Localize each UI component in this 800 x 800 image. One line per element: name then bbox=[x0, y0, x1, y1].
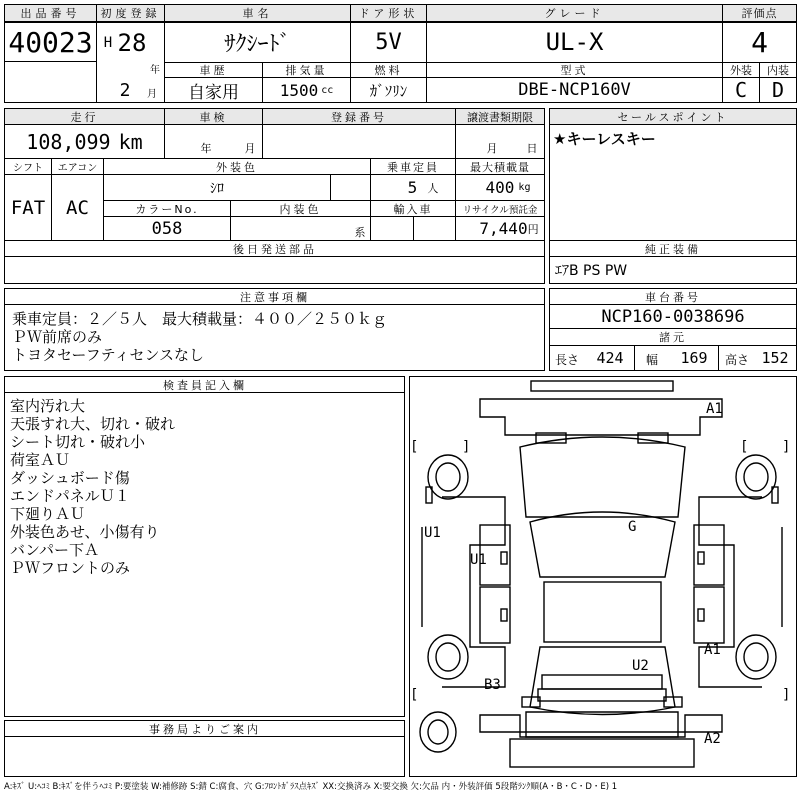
inspector-notes-label: 検査員記入欄 bbox=[163, 378, 247, 392]
door-type: 5V bbox=[375, 29, 402, 55]
max-load-value: 400 bbox=[485, 178, 515, 197]
bracket-rear-left-open: [ bbox=[410, 687, 419, 703]
spec-label: 諸元 bbox=[659, 331, 687, 344]
mark-roof: G bbox=[628, 519, 637, 535]
color-number: 058 bbox=[151, 218, 183, 239]
max-load bbox=[456, 175, 544, 200]
mark-left-door: U1 bbox=[470, 552, 487, 568]
interior-grade: D bbox=[771, 78, 785, 102]
chassis-number: NCP160-0038696 bbox=[601, 306, 745, 327]
mark-left-front: U1 bbox=[424, 525, 441, 541]
door-type-label: ドア形状 bbox=[351, 5, 426, 22]
inspection-month-unit: 月 bbox=[244, 142, 256, 155]
chassis-number-label: 車台番号 bbox=[645, 290, 701, 304]
recycle-fee bbox=[456, 217, 544, 240]
lot-number-label: 出品番号 bbox=[5, 5, 96, 22]
exterior-color: ｼﾛ bbox=[210, 180, 224, 197]
history: 自家用 bbox=[188, 82, 239, 102]
mark-rear: A2 bbox=[704, 731, 721, 747]
length-label: 長さ bbox=[554, 352, 579, 367]
mileage-value: 108,099 bbox=[26, 129, 111, 154]
bracket-front-left-close: ] bbox=[462, 439, 471, 455]
height: 152 bbox=[761, 349, 789, 367]
car-name: ｻｸｼｰﾄﾞ bbox=[224, 31, 291, 57]
month-unit: 月 bbox=[147, 88, 157, 100]
mark-front: A1 bbox=[706, 401, 723, 417]
max-load-unit: kg bbox=[518, 182, 531, 193]
damage-legend: A:ｷｽﾞ U:ﾍｺﾐ B:ｷｽﾞを伴うﾍｺﾐ P:要塗装 W:補修跡 S:錆 C:腐食、穴 G:ﾌﾛﾝﾄｶﾞﾗｽ点ｷｽﾞ XX:交換済み X:要交換 欠:欠品 内・外装評価 5段階ﾗﾝｸ順(A・B・C・D・E) 1 bbox=[4, 782, 618, 792]
inspection-year-unit: 年 bbox=[200, 142, 212, 155]
height-label: 高さ bbox=[724, 352, 749, 367]
aircon-label: エアコン bbox=[57, 163, 98, 174]
width: 169 bbox=[680, 349, 708, 367]
history-label: 車歴 bbox=[199, 64, 228, 77]
mark-right-rear: A1 bbox=[704, 642, 721, 658]
transfer-month-unit: 月 bbox=[486, 142, 498, 155]
width-label: 幅 bbox=[645, 352, 658, 367]
grade: UL-X bbox=[545, 28, 604, 56]
max-load-label: 最大積載量 bbox=[470, 160, 530, 174]
bracket-front-right-open: [ bbox=[740, 439, 749, 455]
mark-rear-panel: U2 bbox=[632, 658, 649, 674]
car-damage-diagram bbox=[409, 376, 797, 777]
year-unit: 年 bbox=[150, 64, 160, 76]
first-registration-year: 28 bbox=[117, 29, 147, 57]
sales-point-label: セールスポイント bbox=[550, 109, 796, 124]
standard-equipment-label: 純正装備 bbox=[645, 242, 701, 256]
displacement-value: 1500 bbox=[279, 80, 319, 100]
recycle-fee-unit: 円 bbox=[527, 222, 539, 236]
interior-color-label: 内装色 bbox=[279, 202, 322, 216]
inspection-label: 車検 bbox=[165, 109, 262, 124]
displacement-unit: cc bbox=[321, 84, 334, 96]
fuel: ｶﾞｿﾘﾝ bbox=[369, 81, 408, 100]
aircon: AC bbox=[66, 196, 89, 219]
fuel-label: 燃料 bbox=[374, 64, 403, 77]
standard-equipment: ｴｱB PS PW bbox=[555, 263, 628, 279]
score: 4 bbox=[751, 25, 768, 59]
shift-label: シフト bbox=[13, 163, 43, 174]
interior-color-unit: 系 bbox=[354, 226, 366, 239]
registration-number-label: 登録番号 bbox=[263, 109, 455, 124]
lot-number: 40023 bbox=[8, 25, 93, 59]
shift: FAT bbox=[10, 196, 46, 219]
office-notice-label: 事務局よりご案内 bbox=[149, 722, 261, 736]
import-label: 輸入車 bbox=[393, 202, 433, 216]
inspector-notes: 室内汚れ大 天張すれ大、切れ・破れ シート切れ・破れ小 荷室ＡＵ ダッシュボード傷 エンドパネルＵ１ 下廻りＡＵ 外装色あせ、小傷有り バンパー下Ａ ＰＷフロントのみ bbox=[10, 397, 176, 577]
length: 424 bbox=[596, 349, 624, 367]
model-code: DBE-NCP160V bbox=[518, 80, 631, 100]
mark-left-rear: B3 bbox=[484, 677, 501, 693]
mileage-unit: km bbox=[118, 129, 143, 154]
caution-label: 注意事項欄 bbox=[240, 290, 310, 304]
caution-text: 乗車定員：２／５人 最大積載量：４００／２５０ｋｇ ＰＷ前席のみ トヨタセーフティセンスなし bbox=[12, 310, 388, 364]
capacity bbox=[371, 175, 455, 200]
bracket-rear-right-close: ] bbox=[782, 687, 791, 703]
sales-point: ★キーレスキー bbox=[553, 129, 656, 148]
color-number-label: カラーNo. bbox=[135, 202, 199, 216]
car-name-label: 車名 bbox=[165, 5, 350, 22]
transfer-deadline-label: 譲渡書類期限 bbox=[456, 109, 544, 124]
model-label: 型式 bbox=[560, 64, 589, 77]
exterior-label: 外装 bbox=[730, 64, 752, 77]
later-parts-label: 後日発送部品 bbox=[233, 242, 317, 256]
transfer-day-unit: 日 bbox=[526, 142, 538, 155]
exterior-color-label: 外装色 bbox=[216, 160, 258, 174]
bracket-front-left-open: [ bbox=[410, 439, 419, 455]
capacity-label: 乗車定員 bbox=[387, 160, 439, 174]
recycle-label: リサイクル預託金 bbox=[462, 204, 538, 216]
score-label: 評価点 bbox=[723, 5, 796, 22]
bracket-front-right-close: ] bbox=[782, 439, 791, 455]
recycle-fee-value: 7,440 bbox=[479, 219, 528, 238]
first-registration-month: 2 bbox=[119, 79, 131, 101]
mileage-label: 走行 bbox=[5, 109, 164, 124]
grade-label: グレード bbox=[427, 5, 722, 22]
displacement-label: 排気量 bbox=[285, 64, 328, 77]
interior-label: 内装 bbox=[767, 64, 789, 77]
era-mark: H bbox=[103, 35, 113, 51]
capacity-value: 5 bbox=[407, 178, 418, 197]
mileage bbox=[5, 125, 164, 158]
exterior-grade: C bbox=[734, 78, 748, 102]
first-registration-label: 初度登録 bbox=[97, 5, 164, 22]
car-outline bbox=[410, 377, 795, 775]
displacement bbox=[263, 78, 350, 102]
capacity-unit: 人 bbox=[427, 181, 439, 195]
